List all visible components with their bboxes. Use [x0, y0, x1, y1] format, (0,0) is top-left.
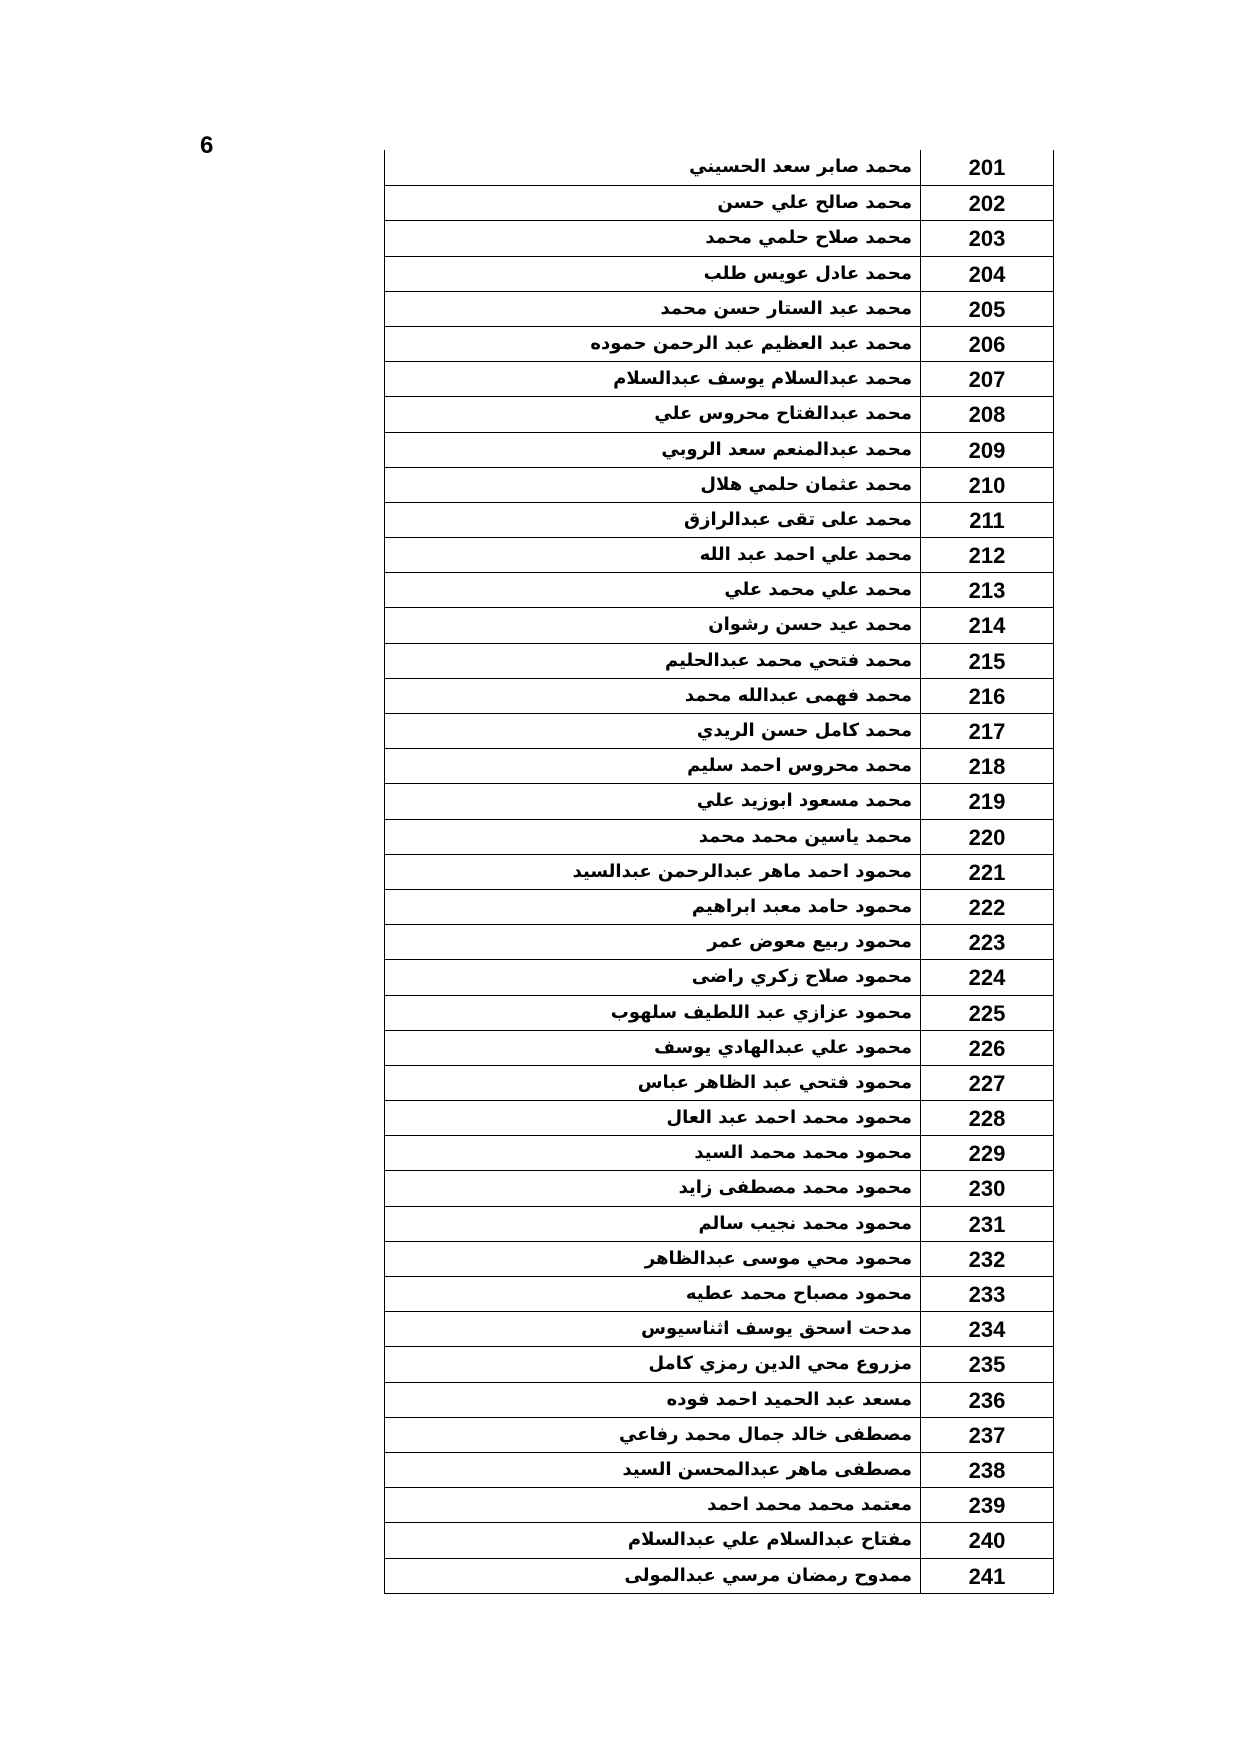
table-row: [385, 854, 1053, 889]
name-cell: محمود محمد احمد عبد العال: [385, 1101, 921, 1135]
table-row: [385, 1417, 1053, 1452]
number-cell: 204: [968, 261, 1006, 287]
name-cell: مزروع محي الدين رمزي كامل: [385, 1347, 921, 1381]
table-row: [385, 361, 1053, 396]
table-row: [385, 1030, 1053, 1065]
number-cell: 233: [968, 1282, 1006, 1307]
number-cell: 213: [968, 578, 1006, 604]
table-row: [385, 150, 1053, 185]
name-cell: محمد عبدالسلام يوسف عبدالسلام: [385, 362, 921, 396]
table-row: [385, 783, 1053, 818]
number-cell: 228: [968, 1106, 1006, 1132]
number-cell: 222: [968, 894, 1006, 920]
name-cell: مصطفى ماهر عبدالمحسن السيد: [385, 1453, 921, 1487]
table-row: [385, 1135, 1053, 1170]
number-cell: 239: [968, 1493, 1006, 1519]
number-cell: 235: [968, 1352, 1006, 1378]
name-cell: مدحت اسحق يوسف اثناسيوس: [385, 1312, 921, 1346]
number-cell: 220: [968, 824, 1006, 850]
table-row: [385, 889, 1053, 924]
name-cell: محمود حامد معبد ابراهيم: [385, 890, 921, 924]
number-cell: 238: [968, 1457, 1006, 1483]
table-row: [385, 537, 1053, 572]
name-cell: محمود محمد مصطفى زايد: [385, 1171, 921, 1205]
name-cell: محمد علي محمد علي: [385, 573, 921, 607]
table-row: [385, 1487, 1053, 1522]
number-cell: 227: [968, 1070, 1006, 1096]
number-cell: 224: [968, 965, 1006, 991]
table-row: [385, 1100, 1053, 1135]
number-cell: 221: [968, 859, 1006, 885]
number-cell: 237: [968, 1422, 1006, 1448]
number-cell: 206: [968, 331, 1006, 357]
name-cell: محمد فهمى عبدالله محمد: [385, 679, 921, 713]
table-row: [385, 185, 1053, 220]
number-cell: 225: [968, 1000, 1006, 1026]
name-cell: محمد عيد حسن رشوان: [385, 608, 921, 642]
number-cell: 214: [968, 613, 1006, 639]
name-cell: محمد عثمان حلمي هلال: [385, 468, 921, 502]
page-number: 6: [200, 132, 214, 159]
name-cell: محمود فتحي عبد الظاهر عباس: [385, 1066, 921, 1100]
name-cell: محمد ياسين محمد محمد: [385, 820, 921, 854]
table-row: [385, 995, 1053, 1030]
table-row: [385, 1170, 1053, 1205]
table-row: [385, 467, 1053, 502]
number-cell: 207: [968, 367, 1006, 393]
name-cell: محمد فتحي محمد عبدالحليم: [385, 644, 921, 678]
name-cell: محمود محمد محمد السيد: [385, 1136, 921, 1170]
name-cell: مسعد عبد الحميد احمد فوده: [385, 1383, 921, 1417]
number-cell: 230: [968, 1176, 1006, 1202]
table-row: [385, 1311, 1053, 1346]
name-cell: ممدوح رمضان مرسي عبدالمولى: [385, 1559, 921, 1593]
name-cell: محمد مسعود ابوزيد علي: [385, 784, 921, 818]
name-cell: محمد صالح علي حسن: [385, 186, 921, 220]
name-cell: محمد محروس احمد سليم: [385, 749, 921, 783]
table-row: [385, 748, 1053, 783]
table-row: [385, 1452, 1053, 1487]
table-row: [385, 607, 1053, 642]
table-row: [385, 256, 1053, 291]
name-cell: محمود محي موسى عبدالظاهر: [385, 1242, 921, 1276]
number-cell: 216: [968, 683, 1006, 709]
table-row: [385, 1558, 1053, 1593]
number-cell: 218: [968, 754, 1006, 780]
table-row: [385, 959, 1053, 994]
number-cell: 236: [968, 1387, 1006, 1413]
number-cell: 205: [968, 296, 1006, 322]
table-row: [385, 220, 1053, 255]
table-row: [385, 326, 1053, 361]
table-row: [385, 1241, 1053, 1276]
number-cell: 210: [968, 472, 1006, 498]
name-cell: محمود صلاح زكري راضى: [385, 960, 921, 994]
number-cell: 234: [968, 1317, 1006, 1343]
name-cell: مفتاح عبدالسلام علي عبدالسلام: [385, 1523, 921, 1557]
table-row: [385, 678, 1053, 713]
number-cell: 212: [968, 543, 1006, 569]
table-row: [385, 1346, 1053, 1381]
name-cell: محمود احمد ماهر عبدالرحمن عبدالسيد: [385, 855, 921, 889]
number-cell: 229: [968, 1141, 1006, 1167]
table-row: [385, 572, 1053, 607]
name-cell: محمد عبدالفتاح محروس علي: [385, 397, 921, 431]
name-cell: محمد عبد العظيم عبد الرحمن حموده: [385, 327, 921, 361]
number-cell: 241: [968, 1563, 1006, 1589]
table-row: [385, 291, 1053, 326]
name-cell: محمد صابر سعد الحسيني: [385, 150, 921, 185]
name-cell: محمود مصباح محمد عطيه: [385, 1277, 921, 1311]
name-cell: محمد كامل حسن الريدي: [385, 714, 921, 748]
table-row: [385, 502, 1053, 537]
name-cell: محمد على تقى عبدالرازق: [385, 503, 921, 537]
number-cell: 215: [968, 648, 1006, 674]
number-cell: 201: [968, 155, 1006, 180]
table-row: [385, 1065, 1053, 1100]
number-cell: 231: [968, 1211, 1006, 1237]
name-cell: محمود ربيع معوض عمر: [385, 925, 921, 959]
name-cell: معتمد محمد محمد احمد: [385, 1488, 921, 1522]
number-cell: 223: [968, 930, 1006, 956]
number-cell: 226: [968, 1035, 1006, 1061]
name-cell: محمود عزازي عبد اللطيف سلهوب: [385, 996, 921, 1030]
name-cell: مصطفى خالد جمال محمد رفاعي: [385, 1418, 921, 1452]
number-cell: 217: [968, 719, 1006, 744]
name-cell: محمد علي احمد عبد الله: [385, 538, 921, 572]
number-cell: 209: [968, 437, 1006, 463]
table-row: [385, 819, 1053, 854]
table-row: [385, 713, 1053, 748]
name-cell: محمود محمد نجيب سالم: [385, 1207, 921, 1241]
name-cell: محمد عبد الستار حسن محمد: [385, 292, 921, 326]
name-cell: محمود علي عبدالهادي يوسف: [385, 1031, 921, 1065]
number-cell: 240: [968, 1528, 1006, 1554]
name-cell: محمد عبدالمنعم سعد الروبي: [385, 433, 921, 467]
number-cell: 208: [968, 402, 1006, 428]
number-cell: 211: [969, 507, 1005, 533]
table-row: [385, 432, 1053, 467]
table-row: [385, 396, 1053, 431]
number-cell: 202: [968, 191, 1006, 217]
number-cell: 232: [968, 1246, 1006, 1272]
table-row: [385, 924, 1053, 959]
table-row: [385, 1522, 1053, 1557]
table-row: [385, 643, 1053, 678]
names-table: [384, 150, 1054, 1594]
table-row: [385, 1382, 1053, 1417]
table-row: [385, 1206, 1053, 1241]
number-cell: 219: [968, 789, 1006, 815]
number-cell: 203: [968, 226, 1006, 252]
name-cell: محمد عادل عويس طلب: [385, 257, 921, 291]
name-cell: محمد صلاح حلمي محمد: [385, 221, 921, 255]
table-row: [385, 1276, 1053, 1311]
